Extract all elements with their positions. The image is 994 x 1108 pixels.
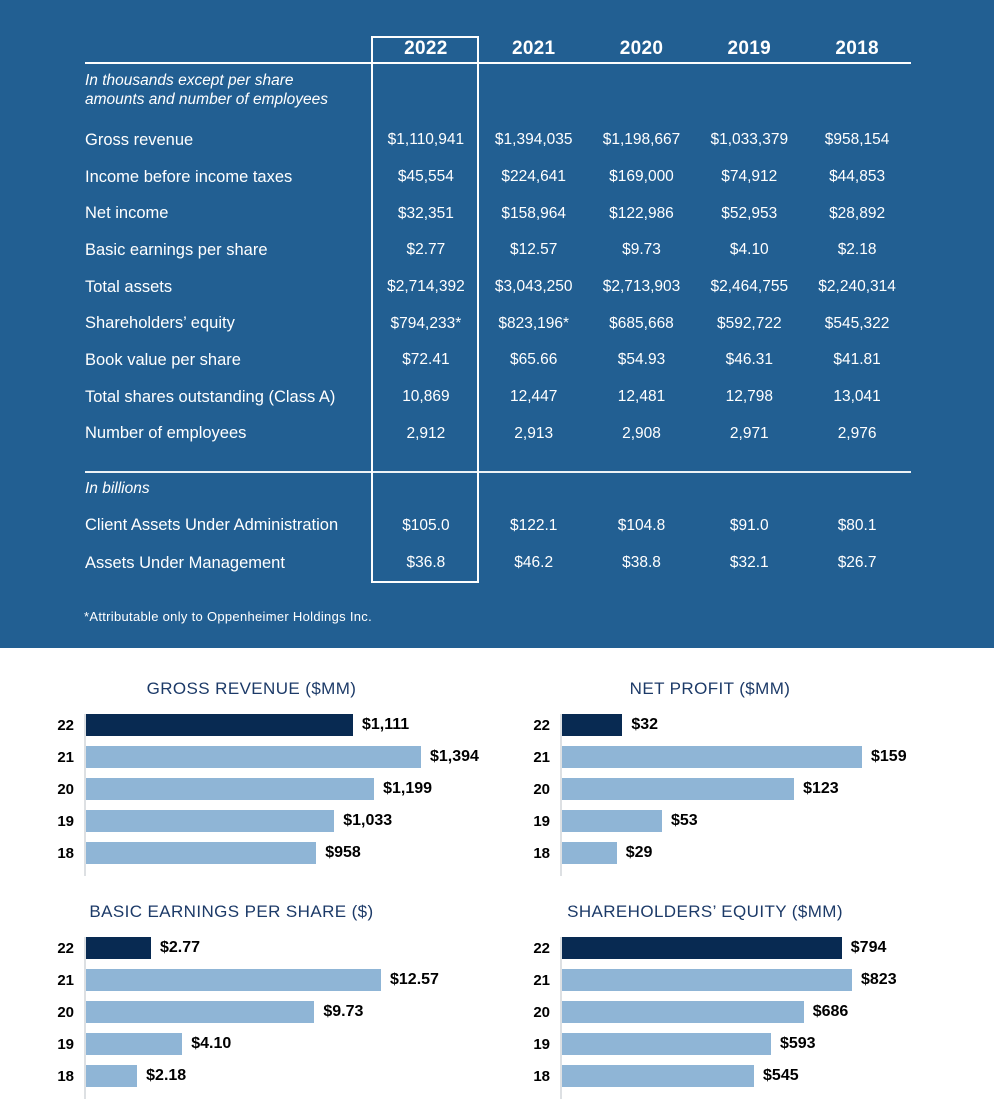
bar-chart-0: [49, 679, 509, 876]
cell-value: 12,481: [617, 388, 666, 406]
cell-value: $65.66: [509, 351, 558, 369]
cell-value: $122,986: [609, 204, 674, 222]
cell-value: $823,196*: [498, 314, 570, 332]
row-label: Net income: [85, 204, 169, 223]
cell-value: $44,853: [829, 168, 886, 186]
charts-section: [0, 648, 994, 1108]
bar: [562, 810, 662, 832]
chart-bars-area: [560, 937, 985, 1099]
cell-value: $32,351: [397, 204, 454, 222]
cell-value: $169,000: [609, 168, 674, 186]
row-label: Total assets: [85, 277, 173, 296]
year-header-2018: 2018: [835, 38, 879, 59]
bar-row: [562, 842, 985, 864]
cell-value: $685,668: [609, 314, 674, 332]
table-row: [85, 416, 911, 453]
footnote: *Attributable only to Oppenheimer Holdings Inc.: [84, 609, 372, 624]
cell-value: 2,913: [514, 424, 554, 442]
cell-value: $2,464,755: [710, 278, 789, 296]
year-header-2022: 2022: [404, 38, 448, 59]
category-label: 19: [533, 1035, 550, 1053]
cell-value: $91.0: [729, 516, 769, 534]
category-label: 22: [533, 939, 550, 957]
row-label: Shareholders’ equity: [85, 314, 235, 333]
chart-bars-area: [560, 714, 985, 876]
bar-row: [562, 1001, 985, 1023]
cell-value: 2,976: [837, 424, 877, 442]
category-label: 21: [57, 971, 74, 989]
table-row: [85, 379, 911, 416]
cell-value: $105.0: [402, 516, 450, 534]
bar-value-label: $823: [861, 971, 897, 988]
chart-plot: [525, 714, 985, 876]
cell-value: $2,714,392: [387, 278, 465, 296]
table-row: [85, 269, 911, 306]
bar-value-label: $53: [671, 812, 698, 829]
cell-value: $2,713,903: [602, 278, 681, 296]
cell-value: $52,953: [721, 204, 778, 222]
cell-value: $1,033,379: [710, 131, 789, 149]
row-label: Gross revenue: [85, 130, 194, 149]
bar-value-label: $1,199: [383, 780, 433, 797]
units-note-line2: amounts and number of employees: [85, 91, 328, 108]
cell-value: $46.2: [514, 554, 554, 572]
row-label: Number of employees: [85, 424, 247, 443]
cell-value: 13,041: [833, 388, 881, 406]
row-label: Book value per share: [85, 350, 241, 369]
bar-row: [562, 714, 985, 736]
bar-value-label: $9.73: [323, 1003, 364, 1020]
chart-plot: [49, 937, 509, 1099]
bar-row: [86, 1065, 509, 1087]
row-label: Total shares outstanding (Class A): [85, 387, 336, 406]
category-label: 21: [533, 971, 550, 989]
category-label: 18: [533, 844, 550, 862]
cell-value: $1,110,941: [387, 131, 465, 149]
cell-value: 10,869: [402, 388, 450, 406]
cell-value: $46.31: [725, 351, 773, 369]
bar-row: [86, 969, 509, 991]
table-row: [85, 544, 911, 582]
bar: [562, 842, 617, 864]
chart-title: GROSS REVENUE ($MM): [146, 679, 357, 698]
cell-value: $4.10: [729, 241, 769, 259]
bar: [86, 714, 353, 736]
cell-value: $3,043,250: [494, 278, 573, 296]
cell-value: $45,554: [397, 168, 454, 186]
category-label: 20: [533, 1003, 550, 1021]
category-label: 22: [57, 939, 74, 957]
bar-row: [86, 714, 509, 736]
bar-row: [86, 1033, 509, 1055]
bar: [86, 778, 374, 800]
cell-value: $2.77: [406, 241, 446, 259]
bar-row: [562, 969, 985, 991]
bar: [86, 842, 316, 864]
bar-value-label: $1,394: [430, 748, 479, 765]
bar-value-label: $1,033: [343, 812, 393, 829]
bar-value-label: $1,111: [361, 716, 410, 733]
cell-value: $104.8: [617, 516, 666, 534]
cell-value: 12,798: [725, 388, 773, 406]
cell-value: 2,908: [622, 424, 661, 442]
bar: [562, 937, 842, 959]
bar-row: [562, 810, 985, 832]
bar-row: [562, 746, 985, 768]
bar-row: [86, 810, 509, 832]
year-header-2020: 2020: [619, 38, 664, 59]
category-label: 18: [57, 1067, 74, 1085]
bar: [86, 1033, 182, 1055]
chart-bars-area: [84, 714, 509, 876]
bar-value-label: $593: [779, 1035, 816, 1052]
bar-row: [86, 746, 509, 768]
bar-value-label: $958: [325, 844, 361, 861]
chart-bars-area: [84, 937, 509, 1099]
category-label: 19: [57, 1035, 74, 1053]
cell-value: $28,892: [829, 204, 886, 222]
header-rule: [85, 62, 911, 64]
bar-row: [86, 778, 509, 800]
chart-category-axis: [525, 714, 560, 876]
bar: [562, 1065, 754, 1087]
bar-row: [562, 1065, 985, 1087]
cell-value: $9.73: [622, 241, 661, 259]
cell-value: $224,641: [501, 168, 567, 186]
category-label: 21: [57, 748, 74, 766]
cell-value: $158,964: [501, 204, 567, 222]
table-row: [85, 122, 911, 159]
bar-row: [562, 778, 985, 800]
cell-value: $54.93: [617, 351, 666, 369]
in-billions-row: [85, 471, 911, 507]
bar: [562, 778, 794, 800]
bar: [562, 714, 622, 736]
chart-category-axis: [49, 937, 84, 1099]
table-row: [85, 232, 911, 269]
chart-title: BASIC EARNINGS PER SHARE ($): [89, 902, 374, 921]
cell-value: $545,322: [824, 314, 890, 332]
bar: [562, 1033, 771, 1055]
bar: [562, 969, 852, 991]
chart-plot: [525, 937, 985, 1099]
cell-value: 2,912: [406, 424, 446, 442]
cell-value: $38.8: [622, 554, 661, 572]
category-label: 20: [533, 780, 550, 798]
cell-value: $2.18: [837, 241, 877, 259]
bar-value-label: $2.77: [160, 939, 201, 956]
table-row: [85, 342, 911, 379]
cell-value: $958,154: [824, 131, 890, 149]
cell-value: $72.41: [402, 351, 450, 369]
category-label: 19: [57, 812, 74, 830]
category-label: 18: [57, 844, 74, 862]
in-billions-note: In billions: [85, 479, 150, 497]
units-note: [85, 62, 372, 109]
bar-value-label: $4.10: [191, 1035, 232, 1052]
cell-value: $36.8: [406, 554, 446, 572]
row-label: Client Assets Under Administration: [85, 516, 339, 535]
bar-value-label: $2.18: [146, 1067, 187, 1084]
cell-value: 2,971: [729, 424, 769, 442]
cell-value: $12.57: [509, 241, 558, 259]
bar: [562, 746, 862, 768]
bar-value-label: $123: [803, 780, 839, 797]
bar-row: [562, 1033, 985, 1055]
cell-value: $41.81: [833, 351, 881, 369]
table-row: [85, 159, 911, 196]
bar-value-label: $794: [850, 939, 887, 956]
units-note-line1: In thousands except per share: [85, 72, 294, 89]
bar-value-label: $32: [631, 716, 659, 733]
category-label: 20: [57, 780, 74, 798]
bar: [86, 937, 151, 959]
bar: [86, 1001, 314, 1023]
units-note-row: [85, 62, 911, 122]
bar-value-label: $12.57: [390, 971, 439, 988]
year-header-row: [85, 36, 911, 62]
cell-value: $122.1: [509, 516, 558, 534]
cell-value: $592,722: [716, 314, 782, 332]
highlight-2022-box: [371, 36, 479, 583]
table-row: [85, 507, 911, 545]
cell-value: $794,233*: [390, 314, 462, 332]
category-label: 22: [533, 716, 550, 734]
chart-title: NET PROFIT ($MM): [629, 679, 791, 698]
cell-value: $26.7: [837, 554, 877, 572]
summary-table: [85, 36, 911, 582]
cell-value: $80.1: [837, 516, 877, 534]
cell-value: $74,912: [721, 168, 778, 186]
chart-category-axis: [49, 714, 84, 876]
year-header-2021: 2021: [511, 38, 556, 59]
category-label: 19: [533, 812, 550, 830]
cell-value: 12,447: [509, 388, 558, 406]
chart-category-axis: [525, 937, 560, 1099]
cell-value: $2,240,314: [818, 278, 896, 296]
category-label: 20: [57, 1003, 74, 1021]
table-row: [85, 305, 911, 342]
cell-value: $1,198,667: [602, 131, 681, 149]
year-header-2019: 2019: [727, 38, 772, 59]
bar: [86, 810, 334, 832]
cell-value: $32.1: [729, 554, 769, 572]
bar-chart-3: [525, 902, 985, 1099]
bar-value-label: $545: [763, 1067, 799, 1084]
bar-chart-2: [49, 902, 509, 1099]
cell-value: $1,394,035: [494, 131, 573, 149]
bar-row: [562, 937, 985, 959]
chart-plot: [49, 714, 509, 876]
bar: [86, 746, 421, 768]
section-gap: [85, 452, 911, 471]
bar-value-label: $159: [871, 748, 907, 765]
bar-row: [86, 842, 509, 864]
table-row: [85, 195, 911, 232]
chart-title: SHAREHOLDERS’ EQUITY ($MM): [567, 902, 843, 921]
category-label: 22: [57, 716, 74, 734]
bar-chart-1: [525, 679, 985, 876]
row-label: Assets Under Management: [85, 553, 285, 572]
bar: [562, 1001, 804, 1023]
bar-value-label: $29: [625, 844, 653, 861]
category-label: 21: [533, 748, 550, 766]
category-label: 18: [533, 1067, 550, 1085]
section-divider: [85, 471, 911, 473]
bar-row: [86, 937, 509, 959]
row-label: Basic earnings per share: [85, 240, 268, 259]
bar: [86, 969, 381, 991]
bar-value-label: $686: [812, 1003, 849, 1020]
bar-row: [86, 1001, 509, 1023]
row-label: Income before income taxes: [85, 167, 293, 186]
bar: [86, 1065, 137, 1087]
